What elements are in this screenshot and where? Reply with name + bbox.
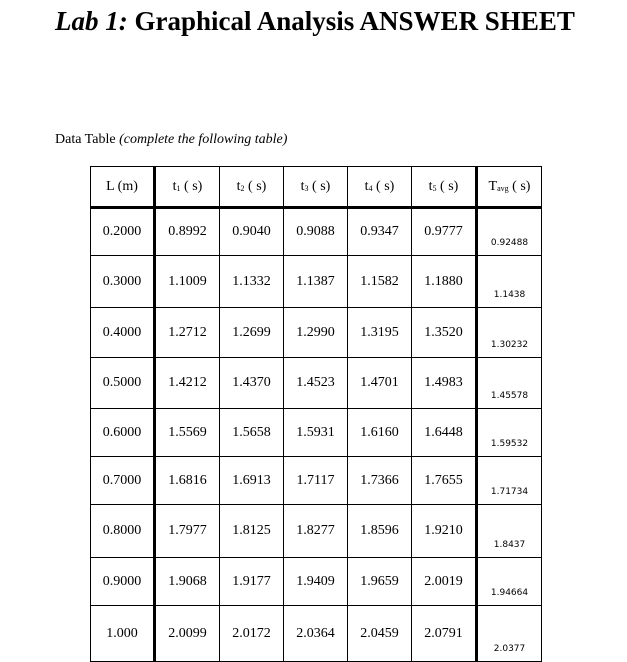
cell-length: 0.4000	[91, 308, 155, 358]
cell-t1: 1.1009	[155, 256, 220, 308]
cell-t4: 1.3195	[348, 308, 412, 358]
cell-t1: 1.7977	[155, 505, 220, 558]
cell-t5: 1.9210	[412, 505, 477, 558]
cell-t1: 1.2712	[155, 308, 220, 358]
title-text: Graphical Analysis ANSWER SHEET	[127, 6, 575, 36]
table-row	[91, 358, 542, 409]
table-row	[91, 256, 542, 308]
cell-t3: 1.4523	[284, 358, 348, 409]
cell-t2: 1.6913	[220, 457, 284, 505]
cell-t3: 1.7117	[284, 457, 348, 505]
cell-length: 0.5000	[91, 358, 155, 409]
header-t4: $t_4$ ( s)	[348, 167, 412, 208]
cell-t2: 1.5658	[220, 409, 284, 457]
table-row	[91, 606, 542, 662]
table-row	[91, 457, 542, 505]
cell-t4: 1.4701	[348, 358, 412, 409]
cell-length: 0.8000	[91, 505, 155, 558]
cell-t2: 1.8125	[220, 505, 284, 558]
cell-t4: 0.9347	[348, 208, 412, 256]
table-row	[91, 409, 542, 457]
cell-tavg: 1.45578	[477, 358, 542, 409]
cell-t2: 2.0172	[220, 606, 284, 662]
cell-length: 0.2000	[91, 208, 155, 256]
cell-t4: 1.8596	[348, 505, 412, 558]
table-caption	[55, 132, 287, 148]
cell-t1: 2.0099	[155, 606, 220, 662]
cell-t3: 2.0364	[284, 606, 348, 662]
cell-t1: 1.4212	[155, 358, 220, 409]
cell-tavg: 1.8437	[477, 505, 542, 558]
table-row	[91, 505, 542, 558]
data-table	[90, 166, 542, 662]
caption-note: (complete the following table)	[119, 132, 288, 147]
header-tavg: $T_{avg}$ ( s)	[477, 167, 542, 208]
cell-t5: 1.6448	[412, 409, 477, 457]
cell-t3: 1.9409	[284, 558, 348, 606]
header-t5: $t_5$ ( s)	[412, 167, 477, 208]
cell-t3: 1.8277	[284, 505, 348, 558]
cell-length: 1.000	[91, 606, 155, 662]
header-length: L (m)	[91, 167, 155, 208]
cell-t1: 0.8992	[155, 208, 220, 256]
cell-t2: 1.9177	[220, 558, 284, 606]
cell-length: 0.6000	[91, 409, 155, 457]
cell-tavg: 1.59532	[477, 409, 542, 457]
cell-t2: 0.9040	[220, 208, 284, 256]
cell-length: 0.3000	[91, 256, 155, 308]
cell-t2: 1.2699	[220, 308, 284, 358]
table-row	[91, 208, 542, 256]
cell-t4: 1.7366	[348, 457, 412, 505]
cell-length: 0.9000	[91, 558, 155, 606]
cell-t1: 1.9068	[155, 558, 220, 606]
cell-t5: 1.4983	[412, 358, 477, 409]
cell-t5: 0.9777	[412, 208, 477, 256]
cell-t3: 0.9088	[284, 208, 348, 256]
caption-label: Data Table	[55, 132, 120, 147]
title-lab-number: Lab 1:	[55, 6, 128, 36]
cell-t2: 1.4370	[220, 358, 284, 409]
cell-tavg: 1.1438	[477, 256, 542, 308]
cell-t4: 1.9659	[348, 558, 412, 606]
cell-tavg: 1.30232	[477, 308, 542, 358]
cell-t3: 1.1387	[284, 256, 348, 308]
page-title	[55, 6, 575, 37]
cell-tavg: 1.71734	[477, 457, 542, 505]
table-header-row	[91, 167, 542, 208]
cell-t4: 1.6160	[348, 409, 412, 457]
cell-t2: 1.1332	[220, 256, 284, 308]
cell-t5: 2.0791	[412, 606, 477, 662]
cell-t3: 1.5931	[284, 409, 348, 457]
cell-t4: 1.1582	[348, 256, 412, 308]
cell-t1: 1.5569	[155, 409, 220, 457]
cell-t5: 1.3520	[412, 308, 477, 358]
header-t3: $t_3$ ( s)	[284, 167, 348, 208]
table-row	[91, 308, 542, 358]
header-t1: $t_1$ ( s)	[155, 167, 220, 208]
cell-t1: 1.6816	[155, 457, 220, 505]
cell-t5: 1.1880	[412, 256, 477, 308]
cell-t5: 2.0019	[412, 558, 477, 606]
cell-tavg: 1.94664	[477, 558, 542, 606]
cell-tavg: 2.0377	[477, 606, 542, 662]
cell-t4: 2.0459	[348, 606, 412, 662]
header-t2: $t_2$ ( s)	[220, 167, 284, 208]
table-row	[91, 558, 542, 606]
cell-t3: 1.2990	[284, 308, 348, 358]
cell-tavg: 0.92488	[477, 208, 542, 256]
cell-length: 0.7000	[91, 457, 155, 505]
cell-t5: 1.7655	[412, 457, 477, 505]
